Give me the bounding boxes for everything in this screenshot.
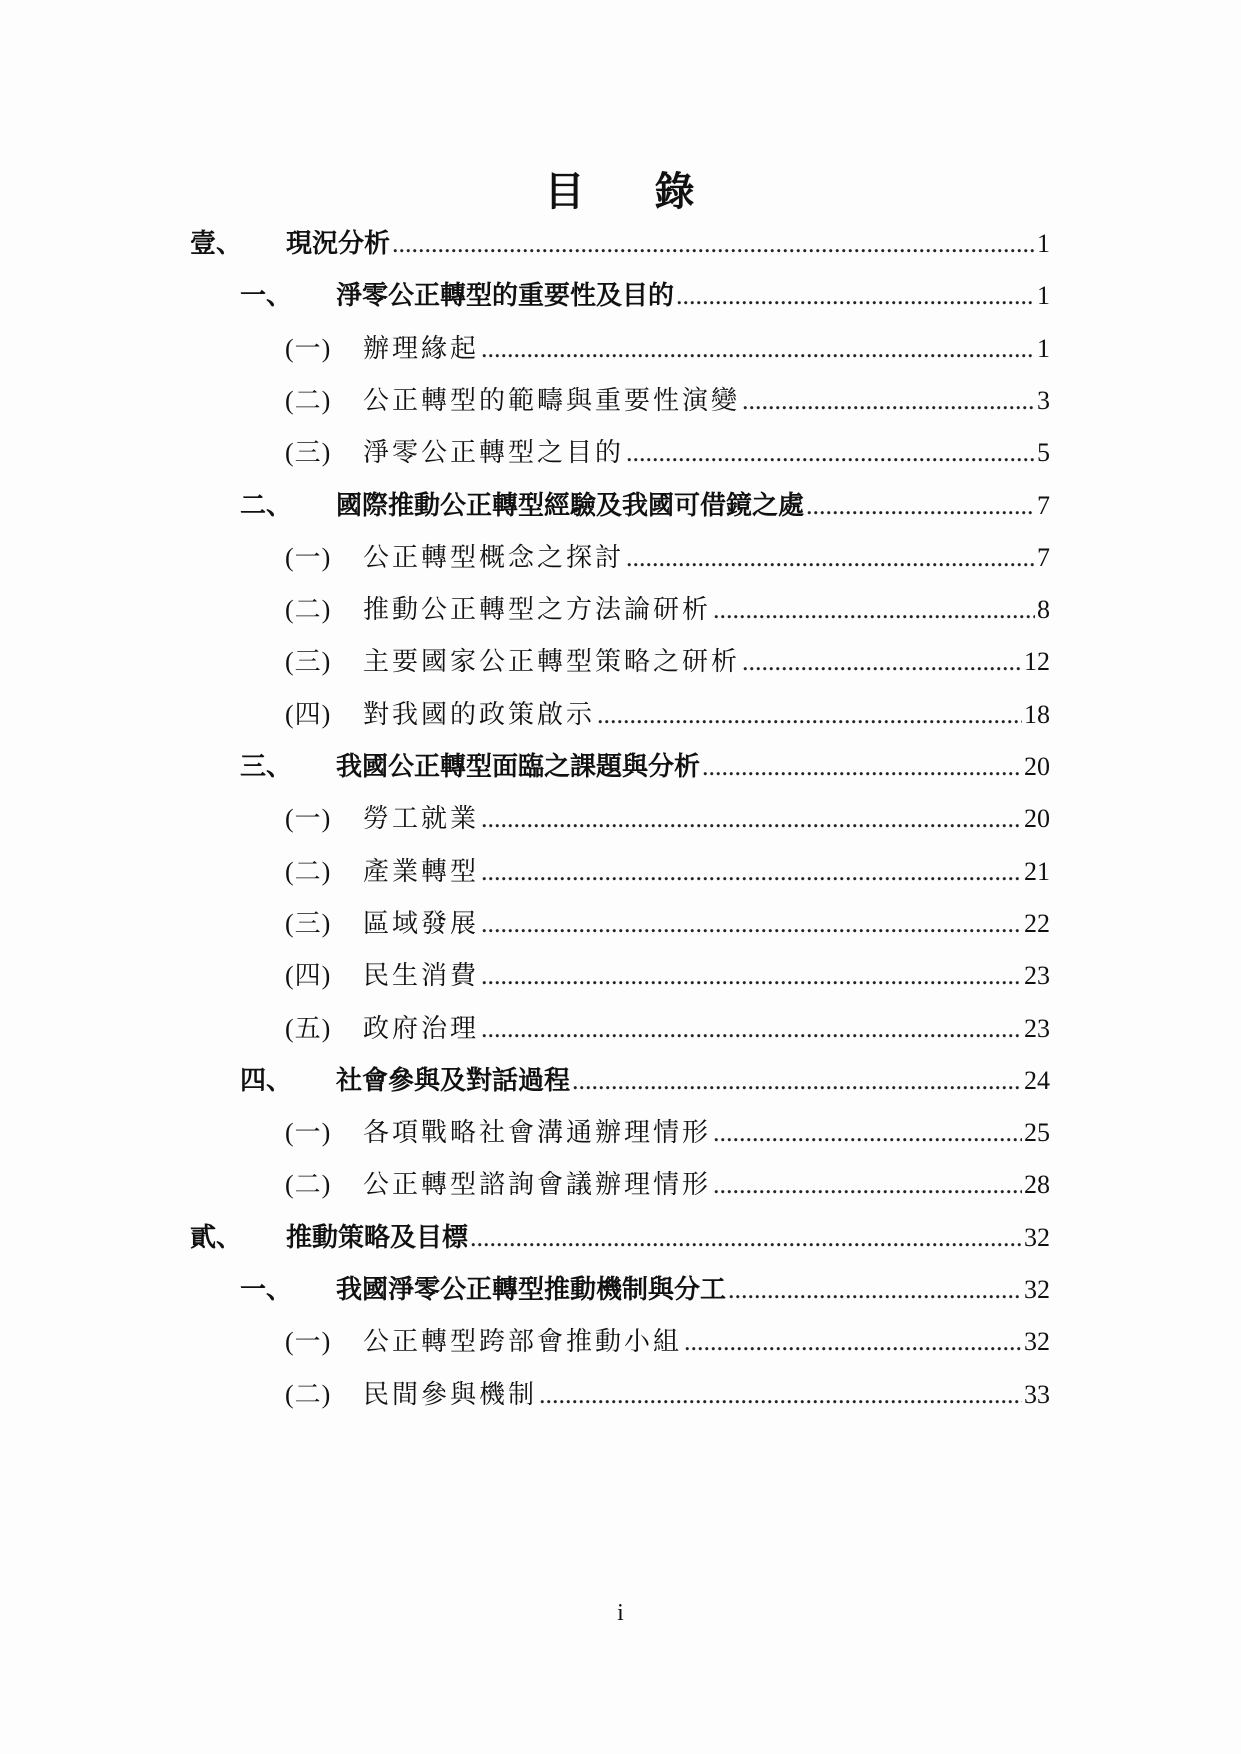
toc-entry-sub[interactable] xyxy=(0,328,1241,368)
dot-leader xyxy=(392,229,1035,259)
toc-entry-title: 對我國的政策啟示 xyxy=(363,699,596,730)
dot-leader xyxy=(713,595,1035,625)
toc-entry-marker: (四) xyxy=(285,961,332,991)
dot-leader xyxy=(481,804,1022,834)
toc-entry-marker: (二) xyxy=(285,1170,332,1200)
toc-entry-marker: 貳、 xyxy=(190,1222,243,1253)
toc-entry-sub[interactable] xyxy=(0,589,1241,629)
dot-leader xyxy=(742,386,1035,416)
toc-entry-page-number: 32 xyxy=(1024,1222,1050,1252)
toc-entry-title: 國際推動公正轉型經驗及我國可借鏡之處 xyxy=(336,490,805,521)
toc-entry-marker: (一) xyxy=(285,1118,332,1148)
toc-entry-chapter[interactable] xyxy=(0,1217,1241,1257)
toc-entry-marker: 一、 xyxy=(240,1275,293,1305)
toc-entry-sub[interactable] xyxy=(0,380,1241,420)
dot-leader xyxy=(713,1170,1022,1200)
toc-entry-page-number: 7 xyxy=(1037,490,1050,520)
toc-entry-page-number: 1 xyxy=(1037,229,1050,258)
toc-entry-title: 區域發展 xyxy=(363,908,480,939)
toc-entry-title: 現況分析 xyxy=(286,229,391,259)
toc-entry-title: 社會參與及對話過程 xyxy=(336,1065,571,1096)
toc-entry-page-number: 5 xyxy=(1037,438,1050,468)
dot-leader xyxy=(481,1014,1022,1044)
dot-leader xyxy=(572,1066,1022,1096)
toc-entry-title: 辦理緣起 xyxy=(363,333,480,364)
dot-leader xyxy=(713,1118,1022,1148)
toc-entry-page-number: 22 xyxy=(1024,908,1050,938)
dot-leader xyxy=(676,281,1035,311)
dot-leader xyxy=(470,1223,1022,1253)
toc-entry-sub[interactable] xyxy=(0,851,1241,891)
toc-entry-sub[interactable] xyxy=(0,537,1241,577)
dot-leader xyxy=(728,1275,1022,1305)
toc-entry-title: 淨零公正轉型之目的 xyxy=(363,438,625,469)
toc-entry-page-number: 21 xyxy=(1024,856,1050,886)
toc-entry-marker: (三) xyxy=(285,647,332,677)
toc-entry-page-number: 1 xyxy=(1037,281,1050,311)
toc-entry-chapter[interactable] xyxy=(0,223,1241,263)
toc-entry-sub[interactable] xyxy=(0,798,1241,838)
toc-entry-page-number: 3 xyxy=(1037,385,1050,415)
toc-entry-title: 推動策略及目標 xyxy=(286,1222,469,1253)
toc-entry-page-number: 20 xyxy=(1024,804,1050,834)
toc-entry-title: 政府治理 xyxy=(363,1013,480,1044)
toc-entry-sub[interactable] xyxy=(0,1164,1241,1204)
toc-entry-title: 民間參與機制 xyxy=(363,1379,538,1410)
toc-entry-marker: 壹、 xyxy=(190,229,243,259)
toc-entry-title: 我國淨零公正轉型推動機制與分工 xyxy=(336,1275,727,1305)
toc-entry-title: 主要國家公正轉型策略之研析 xyxy=(363,647,741,678)
toc-entry-marker: (一) xyxy=(285,333,332,363)
toc-entry-title: 推動公正轉型之方法論研析 xyxy=(363,595,712,626)
toc-entry-title: 民生消費 xyxy=(363,961,480,992)
toc-entry-title: 公正轉型概念之探討 xyxy=(363,542,625,573)
dot-leader xyxy=(481,334,1035,364)
toc-entry-sub[interactable] xyxy=(0,432,1241,472)
dot-leader xyxy=(481,857,1022,887)
toc-entry-sub[interactable] xyxy=(0,641,1241,681)
toc-entry-sub[interactable] xyxy=(0,1008,1241,1048)
toc-entry-marker: (三) xyxy=(285,438,332,468)
toc-title-char-2: 錄 xyxy=(654,168,697,215)
toc-entry-page-number: 20 xyxy=(1024,752,1050,781)
dot-leader xyxy=(806,491,1035,521)
toc-entry-section[interactable] xyxy=(0,485,1241,525)
toc-entry-marker: (二) xyxy=(285,595,332,625)
toc-entry-marker: 三、 xyxy=(240,752,293,782)
toc-entry-title: 產業轉型 xyxy=(363,856,480,887)
toc-entry-marker: 二、 xyxy=(240,490,293,521)
toc-entry-marker: (二) xyxy=(285,385,332,415)
toc-entry-marker: (四) xyxy=(285,699,332,729)
dot-leader xyxy=(702,752,1022,782)
toc-entry-marker: 四、 xyxy=(240,1065,293,1096)
dot-leader xyxy=(742,647,1022,677)
toc-entry-marker: (二) xyxy=(285,856,332,886)
dot-leader xyxy=(481,909,1022,939)
dot-leader xyxy=(626,543,1035,573)
toc-entry-page-number: 28 xyxy=(1024,1170,1050,1200)
toc-entry-section[interactable] xyxy=(0,746,1241,786)
toc-entry-page-number: 23 xyxy=(1024,961,1050,991)
toc-title-char-1: 目 xyxy=(544,168,587,215)
toc-entry-page-number: 24 xyxy=(1024,1065,1050,1095)
page-folio: i xyxy=(617,1600,624,1626)
toc-entry-page-number: 33 xyxy=(1024,1379,1050,1409)
toc-entry-page-number: 18 xyxy=(1024,699,1050,729)
toc-entry-title: 勞工就業 xyxy=(363,804,480,835)
toc-entry-marker: (一) xyxy=(285,542,332,572)
toc-entry-page-number: 12 xyxy=(1024,647,1050,677)
toc-entry-title: 公正轉型跨部會推動小組 xyxy=(363,1327,683,1358)
toc-entry-marker: (一) xyxy=(285,1327,332,1357)
toc-entry-page-number: 32 xyxy=(1024,1275,1050,1304)
toc-entry-section[interactable] xyxy=(0,275,1241,315)
toc-entry-marker: (一) xyxy=(285,804,332,834)
toc-entry-sub[interactable] xyxy=(0,903,1241,943)
toc-entry-title: 各項戰略社會溝通辦理情形 xyxy=(363,1118,712,1149)
toc-entry-section[interactable] xyxy=(0,1269,1241,1309)
dot-leader xyxy=(481,961,1022,991)
toc-entry-title: 我國公正轉型面臨之課題與分析 xyxy=(336,752,701,782)
toc-title xyxy=(0,160,1241,217)
toc-entry-title: 公正轉型諮詢會議辦理情形 xyxy=(363,1170,712,1201)
toc-entry-marker: 一、 xyxy=(240,281,293,312)
toc-entry-sub[interactable] xyxy=(0,1374,1241,1414)
toc-entry-marker: (二) xyxy=(285,1379,332,1409)
toc-entry-page-number: 7 xyxy=(1037,542,1050,572)
toc-entry-page-number: 25 xyxy=(1024,1118,1050,1148)
toc-entry-title: 公正轉型的範疇與重要性演變 xyxy=(363,385,741,416)
toc-entry-page-number: 23 xyxy=(1024,1013,1050,1043)
toc-entry-page-number: 32 xyxy=(1024,1327,1050,1357)
toc-entry-marker: (五) xyxy=(285,1013,332,1043)
toc-entry-section[interactable] xyxy=(0,1060,1241,1100)
toc-entry-sub[interactable] xyxy=(0,1112,1241,1152)
toc-entry-sub[interactable] xyxy=(0,694,1241,734)
dot-leader xyxy=(626,438,1035,468)
toc-entry-sub[interactable] xyxy=(0,955,1241,995)
dot-leader xyxy=(539,1380,1022,1410)
toc-entry-title: 淨零公正轉型的重要性及目的 xyxy=(336,281,675,312)
dot-leader xyxy=(597,700,1022,730)
toc-entry-page-number: 1 xyxy=(1037,333,1050,363)
dot-leader xyxy=(684,1327,1022,1357)
toc-entry-sub[interactable] xyxy=(0,1321,1241,1361)
toc-entry-marker: (三) xyxy=(285,908,332,938)
toc-entry-page-number: 8 xyxy=(1037,595,1050,625)
